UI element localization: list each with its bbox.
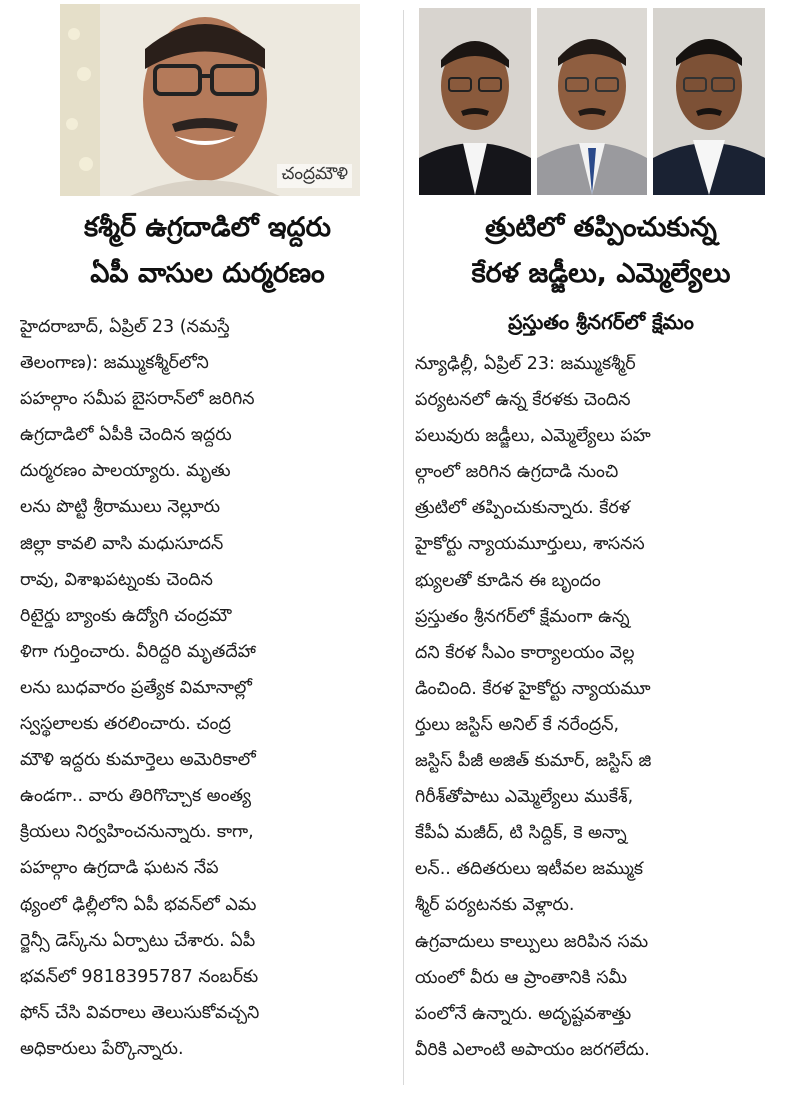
photo-caption: చంద్రమౌళి — [277, 164, 352, 188]
portrait-photo-judge-2-icon — [537, 8, 647, 195]
text-line: డించింది. కేరళ హైకోర్టు న్యాయమూ — [415, 678, 651, 699]
text-line: దుర్మరణం పాలయ్యారు. మృతు — [20, 461, 231, 482]
text-line: పహల్గాం సమీప బైసరాన్‌లో జరిగిన — [20, 389, 255, 410]
judge-photo-2 — [537, 8, 647, 195]
text-line: యంలో వీరు ఆ ప్రాంతానికి సమీ — [415, 967, 628, 988]
text-line: ప్రస్తుతం శ్రీనగర్‌లో క్షేమంగా ఉన్న — [415, 606, 630, 627]
text-line: స్వస్థలాలకు తరలించారు. చంద్ర — [20, 714, 231, 735]
text-line: పలువురు జడ్జీలు, ఎమ్మెల్యేలు పహ — [415, 426, 651, 447]
text-line: థ్యంలో ఢిల్లీలోని ఏపీ భవన్‌లో ఎమ — [20, 894, 257, 915]
text-line: ఫోన్ చేసి వివరాలు తెలుసుకోవచ్చని — [20, 1002, 260, 1023]
text-line: పహల్గాం ఉగ్రదాడి ఘటన నేప — [20, 858, 219, 879]
text-line: తెలంగాణ): జమ్ముకశ్మీర్‌లోని — [20, 353, 209, 374]
text-line: ఉగ్రదాడిలో ఏపీకి చెందిన ఇద్దరు — [20, 425, 232, 446]
text-line: పర్యటనలో ఉన్న కేరళకు చెందిన — [415, 390, 631, 411]
text-line: త్రుటిలో తప్పించుకున్నారు. కేరళ — [415, 498, 631, 519]
left-headline-line1: కశ్మీర్ ఉగ్రదాడిలో ఇద్దరు — [84, 212, 331, 243]
text-line: దని కేరళ సీఎం కార్యాలయం వెల్ల — [415, 642, 635, 663]
right-headline-line1: త్రుటిలో తప్పించుకున్న — [485, 212, 717, 243]
text-line: జస్టిస్ పీజీ అజిత్ కుమార్, జస్టిస్ జి — [415, 751, 652, 772]
column-divider — [403, 10, 404, 1085]
text-line: రిటైర్డు బ్యాంకు ఉద్యోగి చంద్రమౌ — [20, 605, 232, 626]
text-line: హైదరాబాద్, ఏప్రిల్ 23 (నమస్తే — [20, 317, 230, 337]
text-line: లను పొట్టి శ్రీరాములు నెల్లూరు — [20, 497, 221, 518]
left-headline-line2: ఏపీ వాసుల దుర్మరణం — [90, 258, 325, 289]
text-line: శ్మీర్ పర్యటనకు వెళ్లారు. — [415, 895, 575, 916]
text-line: క్రియలు నిర్వహించనున్నారు. కాగా, — [20, 822, 254, 843]
text-line: ఉగ్రవాదులు కాల్పులు జరిపిన సమ — [415, 931, 649, 952]
text-line: పంలోనే ఉన్నారు. అదృష్టవశాత్తు — [415, 1003, 632, 1024]
text-line: గిరీశ్‌తోపాటు ఎమ్మెల్యేలు ముకేశ్, — [415, 787, 634, 808]
text-line: భ్యులతో కూడిన ఈ బృందం — [415, 570, 601, 591]
chandramouli-photo — [60, 4, 360, 196]
right-headline-line2: కేరళ జడ్జీలు, ఎమ్మెల్యేలు — [471, 258, 731, 289]
text-line: ళిగా గుర్తించారు. వీరిద్దరి మృతదేహా — [20, 641, 256, 662]
text-line: కేపీఏ మజీద్, టి సిద్దిక్, కె అన్నా — [415, 823, 627, 844]
text-line: మౌళి ఇద్దరు కుమార్తెలు అమెరికాలో — [20, 750, 256, 771]
text-line: లను బుధవారం ప్రత్యేక విమానాల్లో — [20, 677, 252, 698]
right-article-body — [415, 346, 787, 1068]
text-line: అధికారులు పేర్కొన్నారు. — [20, 1038, 184, 1059]
right-subheadline: ప్రస్తుతం శ్రీనగర్‌లో క్షేమం — [508, 310, 694, 334]
text-line: హైకోర్టు న్యాయమూర్తులు, శాసనస — [415, 534, 645, 555]
text-line: వీరికి ఎలాంటి అపాయం జరగలేదు. — [415, 1039, 650, 1060]
left-article-body — [20, 309, 395, 1067]
text-line: జిల్లా కావలి వాసి మధుసూదన్ — [20, 533, 224, 554]
text-line: ర్తులు జస్టిస్ అనిల్ కే నరేంద్రన్, — [415, 714, 620, 735]
portrait-photo-judge-3-icon — [653, 8, 765, 195]
text-line: ర్జెన్సీ డెస్క్‌ను ఏర్పాటు చేశారు. ఏపీ — [20, 930, 256, 951]
text-line: రావు, విశాఖపట్నంకు చెందిన — [20, 569, 213, 590]
judge-photo-3 — [653, 8, 765, 195]
portrait-photo-judge-1-icon — [419, 8, 531, 195]
judge-photo-1 — [419, 8, 531, 195]
text-line: భవన్‌లో 9818395787 నంబర్‌కు — [20, 966, 259, 987]
text-line: న్యూఢిల్లీ, ఏప్రిల్ 23: జమ్ముకశ్మీర్ — [415, 354, 636, 374]
text-line: ల్గాంలో జరిగిన ఉగ్రదాడి నుంచి — [415, 462, 619, 483]
text-line: ఉండగా.. వారు తిరిగొచ్చాక అంత్య — [20, 786, 252, 807]
text-line: లన్.. తదితరులు ఇటీవల జమ్ముక — [415, 859, 644, 880]
